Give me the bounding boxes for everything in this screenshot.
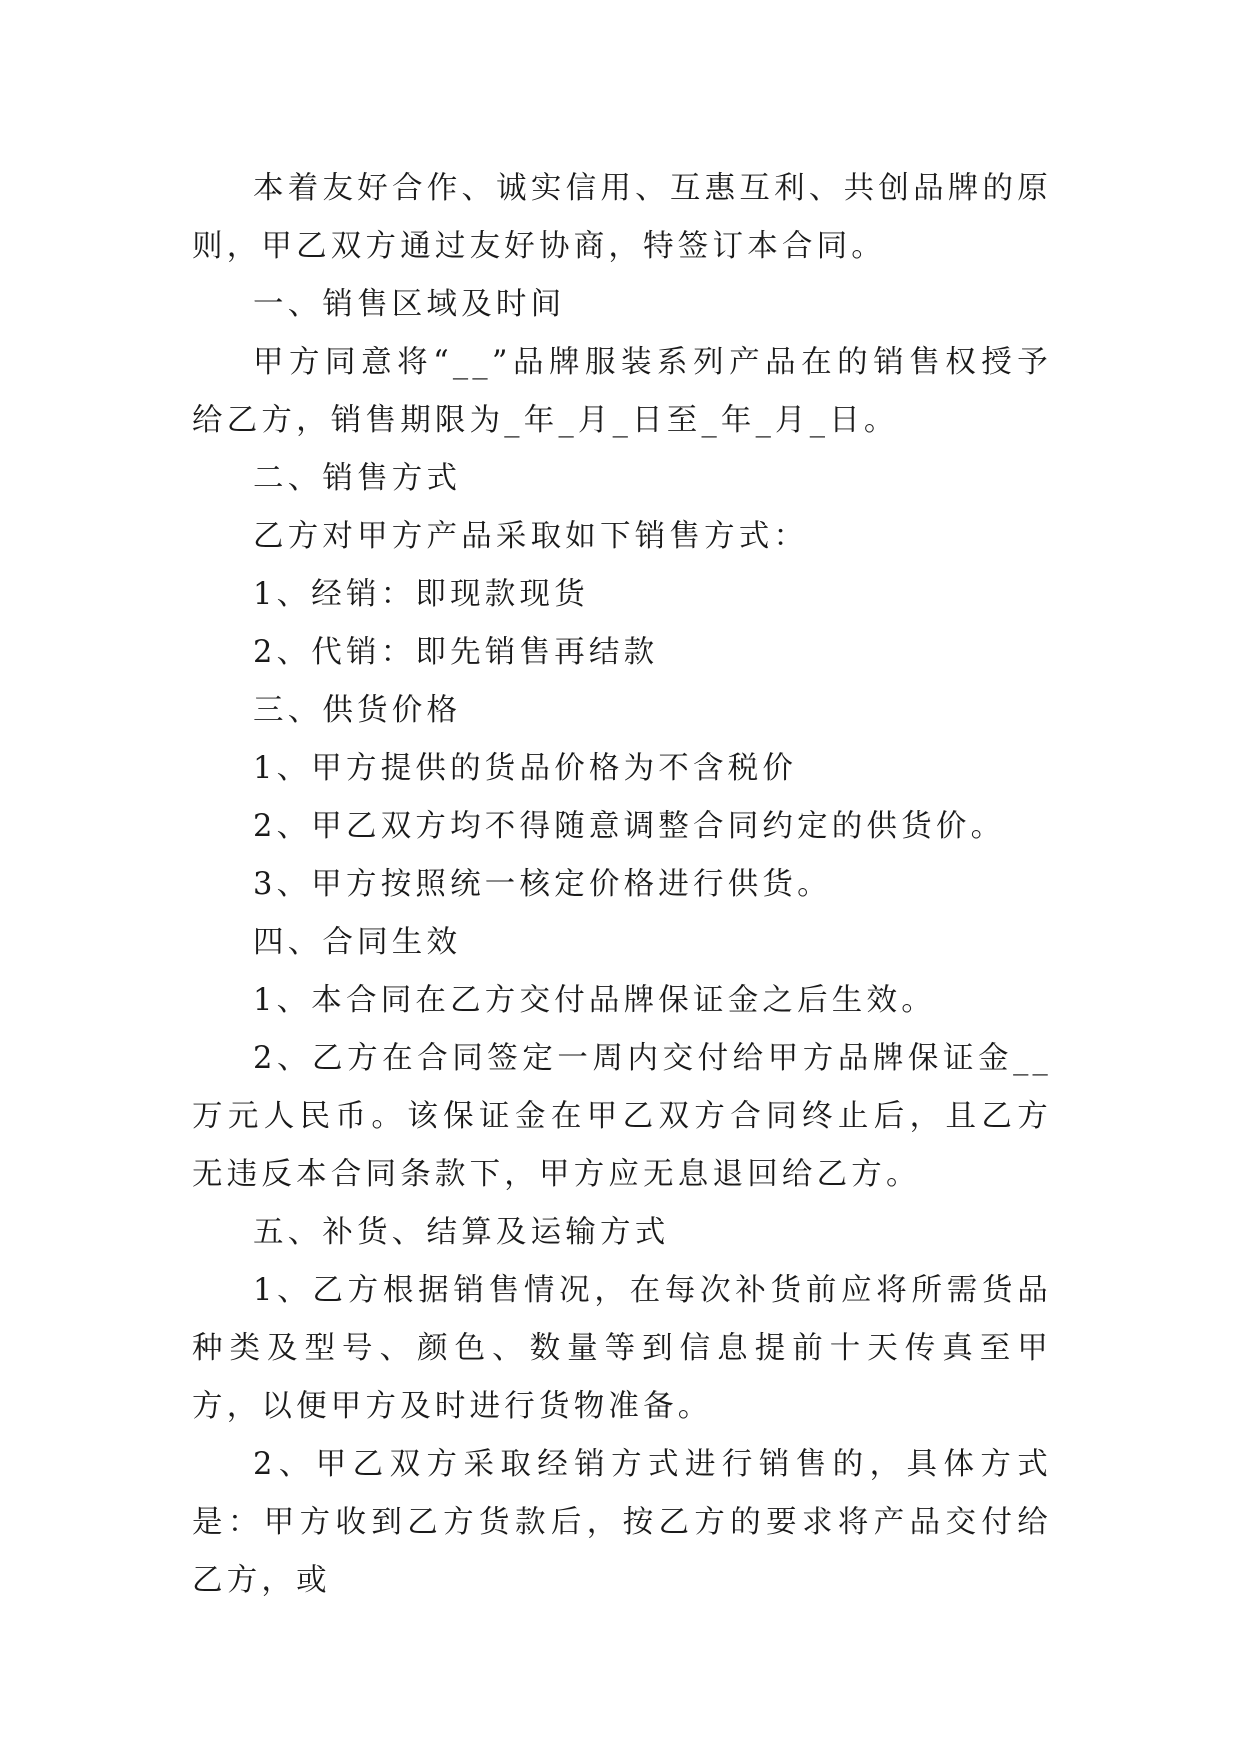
paragraph-sales-authorization: 甲方同意将“__”品牌服装系列产品在的销售权授予给乙方，销售期限为_年_月_日至_年_月_日。 [192, 345, 1052, 438]
section-heading-1: 一、销售区域及时间 [253, 287, 566, 322]
section-heading-2: 二、销售方式 [253, 461, 462, 496]
section-heading-5: 五、补货、结算及运输方式 [253, 1215, 670, 1250]
paragraph-intro: 本着友好合作、诚实信用、互惠互利、共创品牌的原则，甲乙双方通过友好协商，特签订本合同。 [192, 171, 1052, 264]
section-heading-4: 四、合同生效 [253, 925, 462, 960]
list-item-distribution: 1、经销：即现款现货 [253, 577, 589, 612]
paragraph-sales-methods: 乙方对甲方产品采取如下销售方式： [253, 519, 809, 554]
document-body [192, 160, 1052, 1610]
list-item-price-2: 2、甲乙双方均不得随意调整合同约定的供货价。 [253, 809, 1006, 844]
list-item-restock-2: 2、甲乙双方采取经销方式进行销售的，具体方式是：甲方收到乙方货款后，按乙方的要求将产品交付给乙方，或 [192, 1447, 1052, 1598]
section-heading-3: 三、供货价格 [253, 693, 462, 728]
list-item-price-3: 3、甲方按照统一核定价格进行供货。 [253, 867, 832, 902]
list-item-effect-2: 2、乙方在合同签定一周内交付给甲方品牌保证金__万元人民币。该保证金在甲乙双方合同终止后，且乙方无违反本合同条款下，甲方应无息退回给乙方。 [192, 1041, 1052, 1192]
list-item-effect-1: 1、本合同在乙方交付品牌保证金之后生效。 [253, 983, 936, 1018]
list-item-restock-1: 1、乙方根据销售情况，在每次补货前应将所需货品种类及型号、颜色、数量等到信息提前十天传真至甲方，以便甲方及时进行货物准备。 [192, 1273, 1052, 1424]
list-item-consignment: 2、代销：即先销售再结款 [253, 635, 659, 670]
list-item-price-1: 1、甲方提供的货品价格为不含税价 [253, 751, 798, 786]
